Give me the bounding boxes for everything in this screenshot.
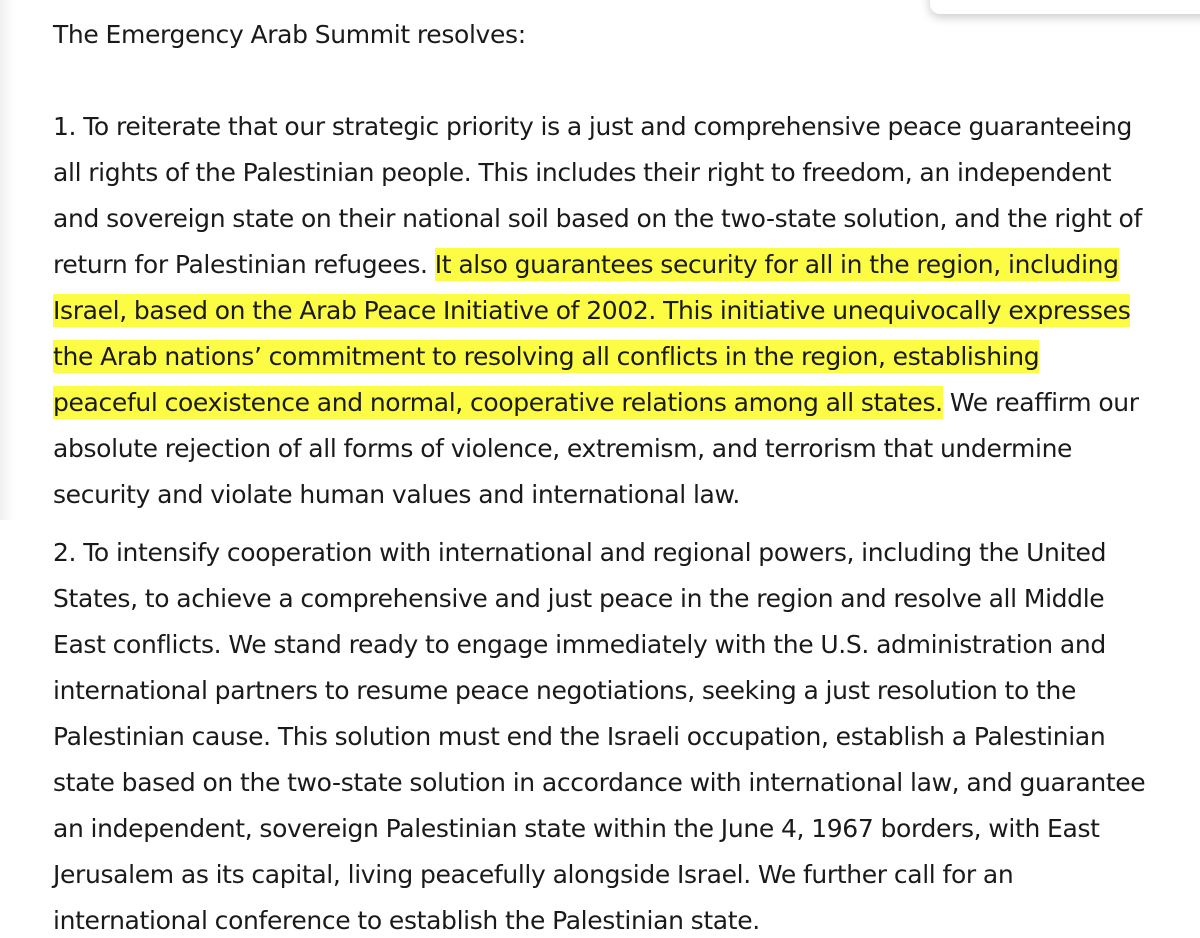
document-body xyxy=(53,12,1148,938)
resolution-point-1 xyxy=(53,104,1148,518)
resolution-point-2: 2. To intensify cooperation with international and regional powers, including the United States, to achieve a comprehensive and just peace in the region and resolve all Middle East conflicts. We stand ready to engage immediately with the U.S. administration and international partners to resume peace negotiations, seeking a just resolution to the Palestinian cause. This solution must end the Israeli occupation, establish a Palestinian state based on the two-state solution in accordance with international law, and guarantee an independent, sovereign Palestinian state within the June 4, 1967 borders, with East Jerusalem as its capital, living peacefully alongside Israel. We further call for an international conference to establish the Palestinian state. xyxy=(53,538,1146,935)
intro-line: The Emergency Arab Summit resolves: xyxy=(53,20,526,49)
point-1-text-after-highlight: We reaffirm our absolute rejection of all forms of violence, extremism, and terrorism that undermine security and violate human values and international law. xyxy=(53,388,1139,509)
highlighted-passage: It also guarantees security for all in the region, including Israel, based on the Arab Peace Initiative of 2002. This initiative unequivocally expresses the Arab nations’ commitment to resolving all conflicts in the region, establishing peaceful coexistence and normal, cooperative relations among all states. xyxy=(53,250,1131,417)
point-1-text-before-highlight: 1. To reiterate that our strategic priority is a just and comprehensive peace guaranteeing all rights of the Palestinian people. This includes their right to freedom, an independent and sovereign state on their national soil based on the two-state solution, and the right of return for Palestinian refugees. xyxy=(53,112,1142,279)
left-edge-shadow xyxy=(0,0,14,520)
